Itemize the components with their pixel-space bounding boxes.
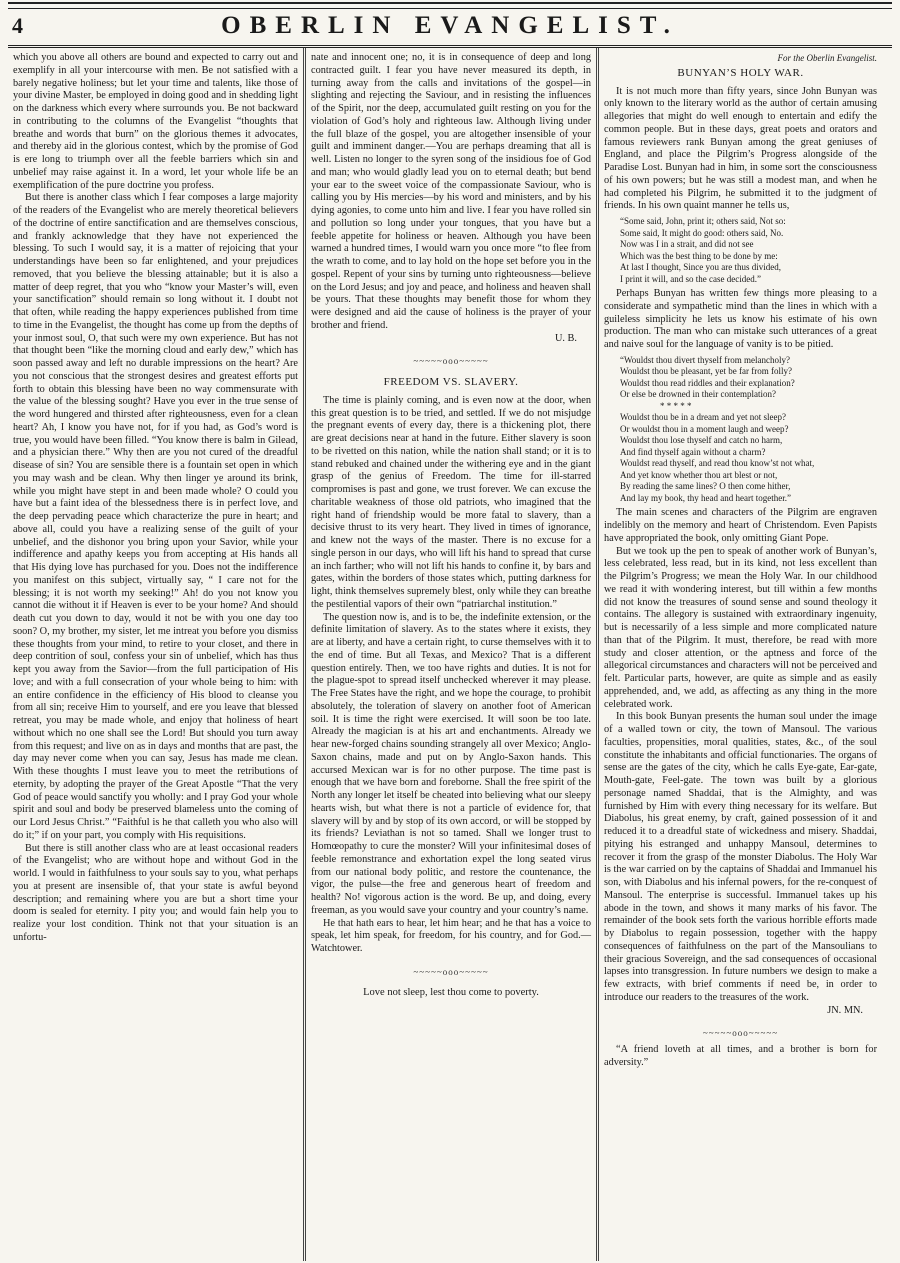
article-credit: For the Oberlin Evangelist.: [777, 53, 877, 63]
poem-line: “Some said, John, print it; others said, Not so:: [620, 216, 786, 226]
col3-signature: JN. MN.: [827, 1004, 863, 1016]
col3-paragraph: Perhaps Bunyan has written few things more pleasing to a considerate and sympathetic mind than the lines in which with a guileless simplicity he lets us know his estimate of his own production. The man who can mistake such utterances of a great and naive soul for the language of vanity is to be pitied.: [604, 288, 877, 350]
poem-block: [620, 355, 877, 505]
poem-stars: * * * * *: [660, 400, 692, 411]
col3-closing-quote: “A friend loveth at all times, and a brother is born for adversity.”: [604, 1044, 877, 1068]
col2-paragraph: The time is plainly coming, and is even now at the door, when this great question is to be tried, and settled. If we do not misjudge the pregnant events of every day, there is a thickening plot, there are great decisions near at hand in the future. Either slavery is soon to be rivetted on this nation, while the nation shall stand; or it is to stand rebuked and chained under the withering eye and in the giant grasp of the genius of Freedom. The time for ill-starred compromises is past and gone, we trust forever. We can excuse the charitable weakness of those old patriots, who imagined that the right hand of friendship would be more fatal to slavery, than a decisive thrust to its very heart. They lived in times of ignorance, and knew not the ways of the master. There is no excuse for a single person in our days, who will lift his hand to spread that curse an inch farther; who will not lift his hands to confine it, by bars and gates, within the borders of those states which, putting darkness for light, think themselves supremely blest, only while they can breathe the pestilential vapors of their own “patriarchal institution.”: [311, 394, 591, 610]
masthead: [8, 9, 892, 48]
column-3: [596, 48, 882, 1261]
column-2: [303, 48, 596, 1261]
column-1: [8, 48, 303, 1261]
article-title-freedom: FREEDOM VS. SLAVERY.: [383, 376, 519, 388]
col3-paragraph: But we took up the pen to speak of another work of Bunyan’s, less celebrated, less read, but in its kind, not less excellent than the Pilgrim’s Progress; we mean the Holy War. In our childhood we read it with wondering interest, but till within a few months did not know the treasures of sound sense and sound theology it contains. The allegory is sustained with extraordinary ingenuity, but is necessarily of a less simple and more complicated nature than that of the Pilgrim. It must, therefore, be read with more study and closer attention, or the aptness and force of the allegorical circumstances and characters will not be perceived and felt. Particular parts, however, are quite as simple and as easily apprehended, and, we add, as affecting as any thing in the more celebrated work.: [604, 545, 877, 710]
col2-signature: U. B.: [554, 332, 577, 344]
newspaper-page: [0, 2, 900, 1263]
separator: ~~~~~ooo~~~~~: [702, 1028, 779, 1039]
col3-paragraph: The main scenes and characters of the Pilgrim are engraven indelibly on the memory and heart of Christendom. Even Papists have appropriated the book, only omitting Giant Pope.: [604, 507, 877, 544]
col3-paragraph: In this book Bunyan presents the human soul under the image of a walled town or city, the town of Mansoul. The various faculties, propensities, moral qualities, states, &c., of the soul constitute the inhabitants and official functionaries. The organs of sense are the gates of the city, which he calls Eye-gate, Ear-gate, Mouth-gate, Feel-gate. The town was built by a glorious personage named Shaddai, that is the Almighty, and was furnished by Him with every thing necessary for its welfare. But Diabolus, his great enemy, by craft, gained possession of it and reduced it to a dreadful state of wickedness and misery. Shaddai, pitying his estranged and unhappy Mansoul, determines to recover it from the grasp of the monster Diabolus. The Holy War is the war carried on by the captains of Shaddai and Immanuel his son, with Diabolus and his infernal powers, for the re-conquest of Mansoul. The enterprise is successful. Immanuel takes up his abode in the town, and shows it many marks of his favor. The remainder of the book sets forth the various horrible efforts made by Diabolus to regain possession, together with the happy consequences of faithfulness on the part of the Mansoulians to their gracious Sovereign, and the sad consequences of occasional lapses into transgression. In future numbers we design to make a few extracts, with brief comments if need be, in order to introduce our readers to the treasures of the work.: [604, 711, 877, 1003]
poem-line: Or else be drowned in their contemplation?: [620, 389, 776, 400]
poem-line: Which was the best thing to be done by me:: [620, 250, 778, 261]
poem-line: And find thyself again without a charm?: [620, 446, 766, 457]
top-rule: [8, 2, 892, 9]
col2-paragraph: The question now is, and is to be, the indefinite extension, or the definite limitation of slavery. As to the states where it exists, they are at liberty, and have a certain right, to curse themselves with it to the end of time. But all Texas, and Mexico? That is a different question entirely. Then, we too have rights and duties. It is not for the plague-spot to spread itself unchecked wherever it may please. The Free States have the right, and we hope the courage, to prohibit absolutely, the toleration of slavery on another foot of American soil. It is time the right were exercised. It will soon be too late. Already the magician is at his art and enchantments. Already we hear new-forged chains sounding strangely all over Mexico; Anglo-Saxon chains, made and put on by Anglo-Saxon hands. This accursed Mexican war is for no other purpose. The time past is enough that we have born and foreborne. Shall the free spirit of the North any longer let itself be cheated into believing what our sleepy hearts wish, but what there is not a particle of evidence for, that slavery will by and by stop of its own accord, or will be stopped by its friends? Leviathan is not so tamed. Shall we longer trust to Homœopathy to cure the monster? Will your infinitesimal doses of feeble remonstrance and exhortation expel the long seated virus from our national body politic, and restore the countenance, the vigor, the pulse—the free and generous heart of freedom and health? No! vigorous action is the word. Be up, and doing, every freeman, as you would save your country and your country’s name.: [311, 611, 591, 916]
col3-paragraph: It is not much more than fifty years, since John Bunyan was only known to the literary world as the author of certain amusing allegories that might do well enough to entertain and edify the common people. But in these days, great poets and orators and famous reviewers rank Bunyan among the great geniuses of England, and place the Pilgrim’s Progress alongside of the Paradise Lost. Bunyan had in him, in some sort the consciousness of his own powers; but he was still a modest man, and when he had completed his Pilgrim, he submitted it to the judgment of friends. In his own quaint manner he tells us,: [604, 85, 877, 212]
columns: [8, 48, 892, 1261]
masthead-title: OBERLIN EVANGELIST.: [221, 12, 679, 39]
poem-line: And yet know whether thou art blest or not,: [620, 469, 778, 480]
separator: ~~~~~ooo~~~~~: [413, 356, 489, 367]
poem-line: “Wouldst thou divert thyself from melancholy?: [620, 354, 790, 365]
poem-line: Now was I in a strait, and did not see: [620, 239, 754, 249]
col1-paragraph: But there is another class which I fear composes a large majority of the readers of the Evangelist who are merely theoretical believers of the doctrine of entire sanctification and are themselves conscious, and frankly acknowledge that they have not experienced the blessing. To such I would say, it is a matter of rejoicing that your understandings have been so far enlightened, and your prejudices removed, that you believe the blessing attainable; but it is also a matter of deep regret, that you who “know your Master’s will, even your sanctification” should remain so long without it. I doubt not that often, while reading the happy experiences published from time to time in the Evangelist, the thought has come up from the depths of your inmost soul, O, that such were my own experience. But has not that thought been “like the morning cloud and early dew,” which has soon passed away and left no durable impressions on the heart? Are you not conscious that the strongest desires and greatest efforts put forth to obtain this blessing have been no way commensurate with the value of the blessing sought? Have you ever in the true sense of the word hungered and thirsted after righteousness, even for a clean heart? Ah, I know you have not, for if you had, as God’s word is true, you would have been filled. “You know there is balm in Gilead, and a physician there.” Why then are you not cured of the dreadful disease of sin? You are sensible there is a fountain set open in which you may wash and be clean. Why then linger ye around its brink, while you might have stept in and been made whole? O could you have but a faint idea of the blessedness there is in perfect love, and the deep pervading peace which characterize the pure in heart; and above all, could you have a realizing sense of the guilt of your unbelief, and the dishonor you bring upon your Savior, while your indifference and apathy keeps you from accepting at His hands all that His dying love has purchased for you. Does not the indifference you manifest on this subject, virtually say, “ I care not for the blessing; it is not worth my seeking!” Ah! do you not know you cannot die without it if Heaven is ever to be your home? And should death cut you down to day, would it not be with you one day too soon? O, my brother, my sister, let me intreat you before you dismiss these thoughts from your mind, to retire to your closet, and there in deep contrition of soul, confess your sin of unbelief, which has thus kept you away from the Savior—from the full participation of His love; and with a full consecration of your whole being to him: with an entire confidence in the efficiency of His blood to cleanse you from all sin; receive Him to yourself, and ere you leave that blessed retreat, you may be made whole, and enjoy that holiness of heart without which no one shall see the Lord! But should you turn away from this request; and live on as in days and months that are past, the day may never come when you can say, Jesus has made me clean. With these thoughts I must leave you to meet the retributions of eternity, by adopting the prayer of the Great Apostle “That the very God of peace would sanctify you wholly: and I pray God your whole spirit and soul and body be preserved blameless unto the coming of our Lord Jesus Christ.” “Faithful is he that calleth you who also will do it;” if on your part, you comply with His requisitions.: [13, 192, 298, 841]
poem-line: Wouldst read thyself, and read thou know’st not what,: [620, 458, 815, 469]
article-title-bunyan: BUNYAN’S HOLY WAR.: [677, 66, 804, 79]
col2-continued-paragraph: nate and innocent one; no, it is in consequence of deep and long contracted guilt. I fear you have never measured its depth, in turning away from the calls and invitations of the gospel—in slighting and rejecting the Saviour, and in resisting the influences of the Spirit, nor the deep, accumulated guilt resting on you for the violation of God’s holy and righteous law. Although living under the full blaze of the gospel, you are altogether insensible of your guilt and imminent danger.—You are perhaps dreaming that all is well. Listen no longer to the syren song of the insidious foe of God and man; who would gladly lead you on to eternal death; but bend your ear to the sweet voice of the compassionate Saviour, who is calling you by His mercies—by his word and ministers, and by his dying agonies, to come unto him and live. I fear you have rolled sin and pollution so long under your tongues, that you have but a feeble appetite for holiness or heaven. Although you have been warned a hundred times, I would warn you once more “to flee from the wrath to come, and to lay hold on the hope set before you in the gospel. Repent of your sins by turning unto righteousness—believe on the Lord Jesus; and joy and peace, and holiness and heaven shall be yours. That these thoughts may benefit those for whom they were designed and aid the cause of holiness is the prayer of your brother and friend.: [311, 52, 591, 331]
col2-end-note: Love not sleep, lest thou come to poverty.: [363, 986, 539, 998]
poem-line: At last I thought, Since you are thus divided,: [620, 262, 781, 272]
poem-line: Or wouldst thou in a moment laugh and weep?: [620, 423, 789, 434]
col1-paragraph: But there is still another class who are at least occasional readers of the Evangelist; who are without hope and without God in the world. I would in faithfulness to your souls say to you, what perhaps you at present are insensible of, that your state is awful beyond description; and remaining where you are but a short time your doom is sealed for eternity. I pity you; and would fain help you to realize your lost condition. Think not that your situation is an unfortu-: [13, 842, 298, 943]
poem-line: And lay my book, thy head and heart together.”: [620, 492, 791, 503]
poem-line: Wouldst thou be pleasant, yet be far from folly?: [620, 366, 792, 377]
col2-paragraph: He that hath ears to hear, let him hear; and he that has a voice to speak, let him speak, for freedom, for his country, and for God.—Watchtower.: [311, 917, 591, 954]
poem-line: Some said, It might do good: others said, No.: [620, 227, 784, 238]
col1-paragraph: which you above all others are bound and expected to carry out and exemplify in all your intercourse with men. Be not satisfied with a barely negative holiness; but let your time and talents, like those of your divine Master, be employed in doing good and in shedding light on the darkness which every where surrounds you. Be not backward in contributing to the columns of the Evangelist “thoughts that breathe and words that burn” on the glorious themes it advocates, and thereby aid in the glorious contest, which by the promise of God is ere long to triumph over all the feeble barriers which sin and unbelief may raise against it. In a word, let your whole life be an exemplification of the pure doctrine you profess.: [13, 52, 298, 191]
poem-line: I print it will, and so the case decided.”: [620, 273, 761, 284]
poem-line: Wouldst thou lose thyself and catch no harm,: [620, 435, 783, 446]
poem-line: By reading the same lines? O then come hither,: [620, 481, 791, 492]
poem-line: Wouldst thou be in a dream and yet not sleep?: [620, 412, 786, 423]
separator: ~~~~~ooo~~~~~: [413, 966, 489, 977]
poem-line: Wouldst thou read riddles and their explanation?: [620, 377, 795, 388]
poem-block: [620, 216, 877, 285]
page-number: 4: [12, 13, 23, 38]
